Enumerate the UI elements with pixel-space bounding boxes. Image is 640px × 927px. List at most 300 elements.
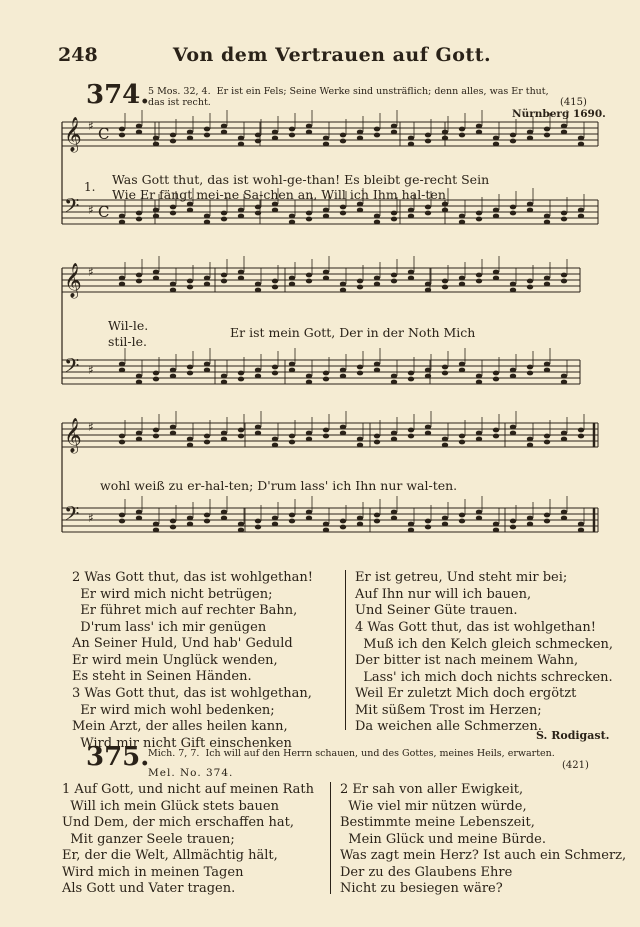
note-head bbox=[272, 522, 278, 527]
note-head bbox=[119, 434, 125, 439]
note-head bbox=[238, 377, 244, 382]
note-head bbox=[272, 437, 278, 442]
lyric-line-1: Was Gott thut, das ist wohl-ge-than! Es bleibt ge-recht Sein bbox=[112, 172, 490, 187]
note-head bbox=[493, 208, 499, 213]
note-head bbox=[204, 214, 210, 219]
note-head bbox=[408, 371, 414, 376]
note-head bbox=[255, 525, 261, 530]
note-head bbox=[578, 208, 584, 213]
note-head bbox=[561, 124, 567, 129]
note-head bbox=[408, 522, 414, 527]
note-head bbox=[578, 142, 584, 147]
note-head bbox=[323, 276, 329, 281]
note-head bbox=[255, 211, 261, 216]
note-head bbox=[408, 270, 414, 275]
note-head bbox=[306, 380, 312, 385]
bass-clef: 𝄢 bbox=[64, 354, 80, 382]
note-head bbox=[289, 220, 295, 225]
note-head bbox=[374, 214, 380, 219]
note-head bbox=[272, 516, 278, 521]
note-head bbox=[272, 279, 278, 284]
note-head bbox=[510, 374, 516, 379]
note-head bbox=[459, 440, 465, 445]
note-head bbox=[561, 211, 567, 216]
scripture-reference-374: 5 Mos. 32, 4. Er ist ein Fels; Seine Werke sind unsträflich; denn alles, was Er thut, bbox=[148, 86, 549, 97]
note-head bbox=[476, 279, 482, 284]
scripture-reference-375: Mich. 7, 7. Ich will auf den Herrn schauen, und des Gottes, meines Heils, erwarten. bbox=[148, 748, 555, 759]
key-signature: ♯ bbox=[88, 203, 94, 217]
note-head bbox=[153, 142, 159, 147]
note-head bbox=[459, 214, 465, 219]
note-head bbox=[459, 282, 465, 287]
note-head bbox=[221, 510, 227, 515]
column-divider-375 bbox=[330, 782, 331, 894]
note-head bbox=[340, 139, 346, 144]
note-head bbox=[527, 285, 533, 290]
note-head bbox=[442, 130, 448, 135]
note-head bbox=[238, 142, 244, 147]
note-head bbox=[323, 428, 329, 433]
note-head bbox=[323, 522, 329, 527]
note-head bbox=[561, 374, 567, 379]
note-head bbox=[544, 282, 550, 287]
note-head bbox=[289, 276, 295, 281]
treble-clef: 𝄞 bbox=[64, 418, 82, 453]
note-head bbox=[357, 365, 363, 370]
note-head bbox=[408, 142, 414, 147]
page-number: 248 bbox=[58, 44, 98, 66]
note-head bbox=[357, 371, 363, 376]
note-head bbox=[561, 510, 567, 515]
note-head bbox=[340, 368, 346, 373]
note-head bbox=[578, 428, 584, 433]
lyric-line-2: Wie Er fängt mei-ne Sa-chen an, Will ich Ihm hal-ten bbox=[112, 187, 446, 202]
note-head bbox=[136, 431, 142, 436]
note-head bbox=[578, 522, 584, 527]
note-head bbox=[493, 434, 499, 439]
note-head bbox=[459, 362, 465, 367]
note-head bbox=[323, 270, 329, 275]
note-head bbox=[153, 136, 159, 141]
note-head bbox=[527, 443, 533, 448]
note-head bbox=[119, 220, 125, 225]
melody-reference-375: Mel. No. 374. bbox=[148, 767, 234, 779]
note-head bbox=[119, 368, 125, 373]
note-head bbox=[255, 288, 261, 293]
note-head bbox=[170, 425, 176, 430]
note-head bbox=[476, 211, 482, 216]
note-head bbox=[153, 270, 159, 275]
note-head bbox=[170, 288, 176, 293]
note-head bbox=[442, 279, 448, 284]
note-head bbox=[170, 211, 176, 216]
note-head bbox=[187, 202, 193, 207]
note-head bbox=[306, 217, 312, 222]
note-head bbox=[187, 516, 193, 521]
note-head bbox=[510, 133, 516, 138]
note-head bbox=[272, 208, 278, 213]
note-head bbox=[323, 208, 329, 213]
note-head bbox=[204, 434, 210, 439]
note-head bbox=[561, 437, 567, 442]
note-head bbox=[323, 142, 329, 147]
note-head bbox=[306, 510, 312, 515]
note-head bbox=[476, 431, 482, 436]
note-head bbox=[272, 130, 278, 135]
note-head bbox=[374, 127, 380, 132]
note-head bbox=[527, 202, 533, 207]
note-head bbox=[204, 282, 210, 287]
note-head bbox=[255, 368, 261, 373]
note-head bbox=[408, 208, 414, 213]
note-head bbox=[221, 130, 227, 135]
key-signature: ♯ bbox=[88, 420, 94, 434]
note-head bbox=[170, 519, 176, 524]
note-head bbox=[238, 208, 244, 213]
note-head bbox=[408, 377, 414, 382]
note-head bbox=[238, 371, 244, 376]
note-head bbox=[391, 211, 397, 216]
note-head bbox=[578, 214, 584, 219]
note-head bbox=[459, 133, 465, 138]
verse-number-lyric: 1. bbox=[84, 180, 96, 194]
note-head bbox=[170, 525, 176, 530]
note-head bbox=[204, 362, 210, 367]
note-head bbox=[187, 285, 193, 290]
note-head bbox=[442, 443, 448, 448]
author-374: S. Rodigast. bbox=[536, 729, 610, 742]
note-head bbox=[459, 513, 465, 518]
note-head bbox=[323, 528, 329, 533]
note-head bbox=[391, 380, 397, 385]
note-head bbox=[289, 362, 295, 367]
scripture-reference-374-cont: das ist recht. bbox=[148, 97, 211, 108]
note-head bbox=[544, 368, 550, 373]
note-head bbox=[493, 276, 499, 281]
treble-clef: 𝄞 bbox=[64, 117, 82, 152]
note-head bbox=[255, 431, 261, 436]
note-head bbox=[561, 217, 567, 222]
note-head bbox=[476, 130, 482, 135]
note-head bbox=[425, 519, 431, 524]
note-head bbox=[119, 513, 125, 518]
note-head bbox=[391, 437, 397, 442]
verse-4-text: 4 Was Gott thut, das ist wohlgethan! Muß ich den Kelch gleich schmecken, Der bitter ist nach meinem Wahn, Lass' ich mich doch nichts schrecken. Weil Er zuletzt Mich doch ergötzt Mit süßem Trost im Herzen; Da weichen alle Schmerzen. bbox=[355, 620, 614, 734]
column-divider bbox=[345, 570, 346, 730]
note-head bbox=[221, 273, 227, 278]
note-head bbox=[527, 208, 533, 213]
clef-symbols bbox=[64, 117, 109, 530]
note-head bbox=[442, 136, 448, 141]
note-head bbox=[170, 205, 176, 210]
note-head bbox=[493, 377, 499, 382]
note-head bbox=[442, 285, 448, 290]
note-head bbox=[374, 440, 380, 445]
note-head bbox=[357, 516, 363, 521]
note-head bbox=[153, 528, 159, 533]
note-head bbox=[221, 437, 227, 442]
note-head bbox=[374, 282, 380, 287]
note-head bbox=[170, 431, 176, 436]
note-head bbox=[391, 516, 397, 521]
note-head bbox=[136, 124, 142, 129]
note-head bbox=[476, 217, 482, 222]
note-head bbox=[187, 279, 193, 284]
note-head bbox=[459, 368, 465, 373]
key-signature: ♯ bbox=[88, 119, 94, 133]
note-head bbox=[527, 130, 533, 135]
note-head bbox=[527, 136, 533, 141]
note-head bbox=[510, 205, 516, 210]
verse-3-text: 3 Was Gott thut, das ist wohlgethan, Er wird mich wohl bedenken; Mein Arzt, der alles heilen kann, Wird mir nicht Gift einschenken bbox=[72, 686, 312, 751]
note-head bbox=[306, 279, 312, 284]
verse-2-text: 2 Was Gott thut, das ist wohlgethan! Er wird mich nicht betrügen; Er führet mich auf rechter Bahn, D'rum lass' ich mir genügen An Seiner Huld, Und hab' Geduld Er wird mein Unglück wenden, Es steht in Seinen Händen. bbox=[72, 570, 313, 684]
treble-clef: 𝄞 bbox=[64, 263, 82, 298]
note-head bbox=[357, 279, 363, 284]
note-head bbox=[493, 528, 499, 533]
note-head bbox=[561, 279, 567, 284]
note-head bbox=[357, 285, 363, 290]
note-head bbox=[153, 371, 159, 376]
note-head bbox=[136, 273, 142, 278]
note-head bbox=[425, 525, 431, 530]
note-head bbox=[510, 288, 516, 293]
note-head bbox=[153, 522, 159, 527]
lyric-system2-b: stil-le. bbox=[108, 334, 148, 349]
note-head bbox=[408, 136, 414, 141]
note-head bbox=[425, 368, 431, 373]
note-head bbox=[374, 434, 380, 439]
note-head bbox=[459, 127, 465, 132]
note-head bbox=[153, 434, 159, 439]
note-head bbox=[306, 130, 312, 135]
note-head bbox=[425, 282, 431, 287]
note-head bbox=[119, 362, 125, 367]
note-head bbox=[221, 211, 227, 216]
note-head bbox=[510, 282, 516, 287]
note-head bbox=[238, 528, 244, 533]
bass-clef: 𝄢 bbox=[64, 194, 80, 222]
note-head bbox=[374, 220, 380, 225]
note-head bbox=[153, 214, 159, 219]
note-head bbox=[187, 443, 193, 448]
note-head bbox=[459, 434, 465, 439]
note-head bbox=[204, 276, 210, 281]
note-head bbox=[357, 437, 363, 442]
note-head bbox=[476, 516, 482, 521]
note-head bbox=[357, 130, 363, 135]
time-signature: C bbox=[98, 203, 110, 221]
note-head bbox=[187, 522, 193, 527]
note-head bbox=[459, 519, 465, 524]
note-head bbox=[221, 431, 227, 436]
note-head bbox=[119, 282, 125, 287]
note-head bbox=[527, 437, 533, 442]
note-head bbox=[544, 276, 550, 281]
note-head bbox=[408, 528, 414, 533]
note-head bbox=[340, 282, 346, 287]
note-head bbox=[221, 516, 227, 521]
note-head bbox=[578, 528, 584, 533]
note-head bbox=[561, 380, 567, 385]
note-head bbox=[255, 282, 261, 287]
note-head bbox=[544, 127, 550, 132]
note-head bbox=[289, 434, 295, 439]
key-signature: ♯ bbox=[88, 265, 94, 279]
note-head bbox=[442, 522, 448, 527]
note-head bbox=[187, 437, 193, 442]
note-head bbox=[510, 368, 516, 373]
note-head bbox=[510, 519, 516, 524]
note-head bbox=[238, 428, 244, 433]
note-head bbox=[391, 279, 397, 284]
note-head bbox=[544, 220, 550, 225]
note-head bbox=[391, 273, 397, 278]
note-head bbox=[561, 431, 567, 436]
note-head bbox=[340, 525, 346, 530]
note-head bbox=[459, 220, 465, 225]
note-head bbox=[442, 371, 448, 376]
note-head bbox=[272, 285, 278, 290]
note-head bbox=[204, 133, 210, 138]
note-head bbox=[289, 519, 295, 524]
note-head bbox=[442, 365, 448, 370]
note-head bbox=[204, 368, 210, 373]
note-head bbox=[476, 510, 482, 515]
note-head bbox=[527, 279, 533, 284]
key-signature: ♯ bbox=[88, 511, 94, 525]
note-head bbox=[204, 519, 210, 524]
note-head bbox=[493, 371, 499, 376]
note-head bbox=[374, 519, 380, 524]
note-head bbox=[119, 519, 125, 524]
note-head bbox=[221, 374, 227, 379]
note-head bbox=[340, 431, 346, 436]
note-head bbox=[527, 365, 533, 370]
note-head bbox=[476, 380, 482, 385]
note-head bbox=[510, 139, 516, 144]
note-head bbox=[238, 434, 244, 439]
note-head bbox=[391, 510, 397, 515]
note-head bbox=[408, 434, 414, 439]
note-head bbox=[493, 270, 499, 275]
note-head bbox=[323, 377, 329, 382]
note-head bbox=[221, 279, 227, 284]
note-head bbox=[119, 133, 125, 138]
note-head bbox=[306, 516, 312, 521]
note-head bbox=[238, 214, 244, 219]
note-head bbox=[272, 371, 278, 376]
note-head bbox=[323, 214, 329, 219]
note-head bbox=[561, 273, 567, 278]
note-head bbox=[119, 276, 125, 281]
note-head bbox=[340, 519, 346, 524]
note-head bbox=[374, 133, 380, 138]
note-head bbox=[340, 425, 346, 430]
note-head bbox=[136, 217, 142, 222]
tune-number-375: (421) bbox=[562, 760, 589, 771]
note-head bbox=[527, 371, 533, 376]
note-head bbox=[544, 434, 550, 439]
note-head bbox=[238, 522, 244, 527]
note-head bbox=[357, 202, 363, 207]
note-head bbox=[136, 279, 142, 284]
note-head bbox=[136, 437, 142, 442]
note-head bbox=[544, 440, 550, 445]
note-head bbox=[306, 374, 312, 379]
note-head bbox=[357, 136, 363, 141]
note-head bbox=[238, 136, 244, 141]
note-head bbox=[306, 431, 312, 436]
note-head bbox=[408, 428, 414, 433]
note-head bbox=[170, 374, 176, 379]
note-head bbox=[425, 374, 431, 379]
note-head bbox=[119, 127, 125, 132]
note-head bbox=[323, 371, 329, 376]
note-head bbox=[289, 368, 295, 373]
time-signature: C bbox=[98, 125, 110, 143]
note-head bbox=[493, 142, 499, 147]
note-head bbox=[391, 431, 397, 436]
note-head bbox=[187, 136, 193, 141]
note-head bbox=[357, 522, 363, 527]
note-head bbox=[238, 270, 244, 275]
note-head bbox=[272, 443, 278, 448]
note-head bbox=[136, 130, 142, 135]
note-head bbox=[153, 377, 159, 382]
note-head bbox=[544, 513, 550, 518]
bass-clef: 𝄢 bbox=[64, 502, 80, 530]
lyric-system2-a: Wil-le. bbox=[108, 318, 149, 333]
note-head bbox=[238, 276, 244, 281]
note-head bbox=[578, 136, 584, 141]
hymn375-verse-1: 1 Auf Gott, und nicht auf meinen Rath Will ich mein Glück stets bauen Und Dem, der mich erschaffen hat, Mit ganzer Seele trauen; Er, der die Welt, Allmächtig hält, Wird mich in meinen Tagen Als Gott und Vater tragen. bbox=[62, 782, 315, 896]
note-head bbox=[170, 368, 176, 373]
note-head bbox=[340, 133, 346, 138]
note-head bbox=[170, 282, 176, 287]
note-head bbox=[289, 133, 295, 138]
note-head bbox=[306, 273, 312, 278]
tune-name-374: Nürnberg 1690. bbox=[512, 108, 606, 120]
note-head bbox=[187, 371, 193, 376]
hymn375-verse-2: 2 Er sah von aller Ewigkeit, Wie viel mir nützen würde, Bestimmte meine Lebenszeit, Mein Glück und meine Bürde. Was zagt mein Herz? Ist auch ein Schmerz, Der zu des Glaubens Ehre Nicht zu besiegen wäre? bbox=[340, 782, 627, 896]
tune-number-374: (415) bbox=[560, 97, 587, 108]
note-head bbox=[493, 136, 499, 141]
note-head bbox=[374, 513, 380, 518]
note-head bbox=[153, 208, 159, 213]
note-head bbox=[527, 522, 533, 527]
note-head bbox=[391, 374, 397, 379]
note-head bbox=[510, 211, 516, 216]
page-title: Von dem Vertrauen auf Gott. bbox=[172, 44, 492, 66]
note-head bbox=[391, 124, 397, 129]
note-head bbox=[119, 214, 125, 219]
note-head bbox=[425, 205, 431, 210]
note-head bbox=[136, 380, 142, 385]
note-head bbox=[255, 519, 261, 524]
note-head bbox=[340, 205, 346, 210]
note-head bbox=[425, 425, 431, 430]
note-head bbox=[204, 127, 210, 132]
note-head bbox=[289, 282, 295, 287]
note-head bbox=[425, 133, 431, 138]
note-head bbox=[544, 133, 550, 138]
note-head bbox=[255, 374, 261, 379]
note-head bbox=[425, 288, 431, 293]
note-head bbox=[289, 513, 295, 518]
note-head bbox=[136, 374, 142, 379]
note-head bbox=[476, 124, 482, 129]
